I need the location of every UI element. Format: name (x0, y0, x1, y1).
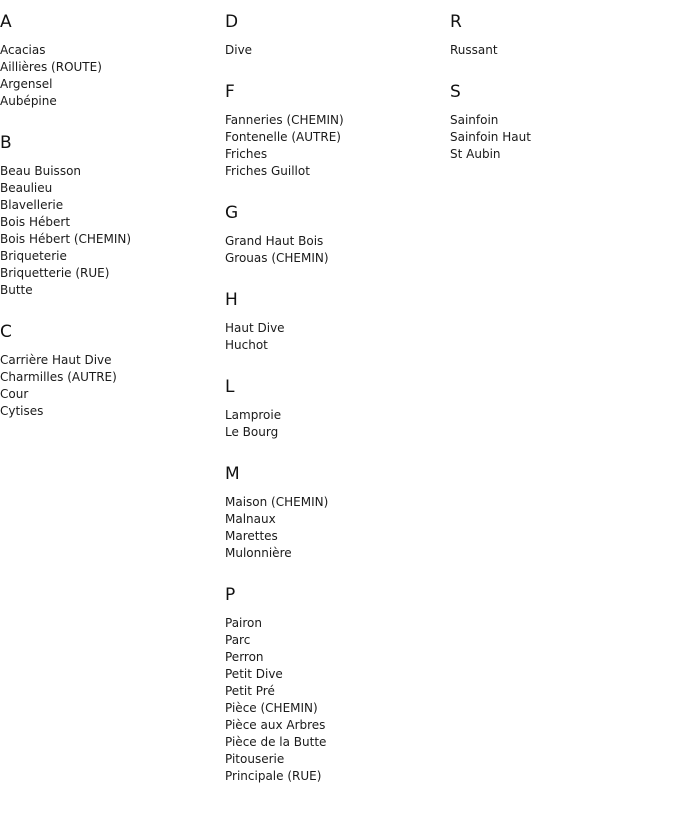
letter-heading: G (225, 203, 239, 223)
street-link[interactable]: Carrière Haut Dive (0, 353, 112, 367)
letter-group (0, 322, 222, 420)
street-link[interactable]: Haut Dive (225, 321, 285, 335)
street-link[interactable]: Fanneries (CHEMIN) (225, 113, 344, 127)
letter-group (225, 290, 447, 354)
street-link[interactable]: Pièce aux Arbres (225, 718, 326, 732)
street-link[interactable]: Aillières (ROUTE) (0, 60, 102, 74)
street-link[interactable]: Petit Pré (225, 684, 275, 698)
street-list (225, 407, 447, 441)
street-link[interactable]: Le Bourg (225, 425, 279, 439)
letter-group (225, 203, 447, 267)
street-link[interactable]: Acacias (0, 43, 46, 57)
letter-heading: R (450, 12, 462, 32)
street-index-column-3 (450, 12, 672, 186)
street-list (225, 112, 447, 180)
street-link[interactable]: Bois Hébert (CHEMIN) (0, 232, 132, 246)
street-link[interactable]: Friches (225, 147, 268, 161)
letter-group (0, 133, 222, 299)
street-list (0, 163, 222, 299)
street-link[interactable]: Bois Hébert (0, 215, 71, 229)
street-link[interactable]: Pièce (CHEMIN) (225, 701, 318, 715)
street-link[interactable]: Sainfoin Haut (450, 130, 531, 144)
street-link[interactable]: Pitouserie (225, 752, 285, 766)
street-link[interactable]: Briquetterie (RUE) (0, 266, 110, 280)
letter-group (0, 12, 222, 110)
letter-heading: L (225, 377, 235, 397)
street-link[interactable]: Briqueterie (0, 249, 67, 263)
street-link[interactable]: Malnaux (225, 512, 276, 526)
street-link[interactable]: Charmilles (AUTRE) (0, 370, 117, 384)
street-link[interactable]: Maison (CHEMIN) (225, 495, 329, 509)
letter-heading: F (225, 82, 235, 102)
letter-group (225, 464, 447, 562)
street-link[interactable]: Dive (225, 43, 253, 57)
letter-group (450, 12, 672, 59)
letter-heading: D (225, 12, 239, 32)
letter-heading: B (0, 133, 12, 153)
street-list (225, 615, 447, 785)
street-link[interactable]: Principale (RUE) (225, 769, 322, 783)
street-list (450, 42, 672, 59)
letter-heading: M (225, 464, 240, 484)
street-list (225, 42, 447, 59)
street-link[interactable]: Perron (225, 650, 264, 664)
street-link[interactable]: Aubépine (0, 94, 57, 108)
letter-heading: A (0, 12, 12, 32)
street-link[interactable]: Lamproie (225, 408, 282, 422)
street-list (225, 494, 447, 562)
street-list (0, 352, 222, 420)
street-index-column-2 (225, 12, 447, 808)
letter-group (225, 585, 447, 785)
street-list (225, 320, 447, 354)
street-link[interactable]: Cour (0, 387, 29, 401)
street-link[interactable]: Russant (450, 43, 498, 57)
street-link[interactable]: Pièce de la Butte (225, 735, 327, 749)
street-link[interactable]: Grouas (CHEMIN) (225, 251, 329, 265)
street-link[interactable]: Sainfoin (450, 113, 499, 127)
street-link[interactable]: Blavellerie (0, 198, 64, 212)
letter-heading: P (225, 585, 236, 605)
street-link[interactable]: Beau Buisson (0, 164, 82, 178)
street-list (225, 233, 447, 267)
street-link[interactable]: Cytises (0, 404, 44, 418)
street-link[interactable]: Petit Dive (225, 667, 283, 681)
letter-heading: H (225, 290, 238, 310)
street-link[interactable]: Beaulieu (0, 181, 53, 195)
street-link[interactable]: Butte (0, 283, 33, 297)
letter-heading: C (0, 322, 12, 342)
street-link[interactable]: Mulonnière (225, 546, 292, 560)
street-link[interactable]: St Aubin (450, 147, 501, 161)
street-link[interactable]: Huchot (225, 338, 268, 352)
street-index-column-1 (0, 12, 222, 443)
letter-group (225, 12, 447, 59)
street-link[interactable]: Parc (225, 633, 251, 647)
street-list (0, 42, 222, 110)
street-link[interactable]: Argensel (0, 77, 53, 91)
street-link[interactable]: Marettes (225, 529, 278, 543)
letter-group (450, 82, 672, 163)
street-link[interactable]: Fontenelle (AUTRE) (225, 130, 341, 144)
street-link[interactable]: Friches Guillot (225, 164, 310, 178)
letter-group (225, 377, 447, 441)
street-link[interactable]: Grand Haut Bois (225, 234, 324, 248)
letter-heading: S (450, 82, 461, 102)
letter-group (225, 82, 447, 180)
street-list (450, 112, 672, 163)
street-link[interactable]: Pairon (225, 616, 263, 630)
